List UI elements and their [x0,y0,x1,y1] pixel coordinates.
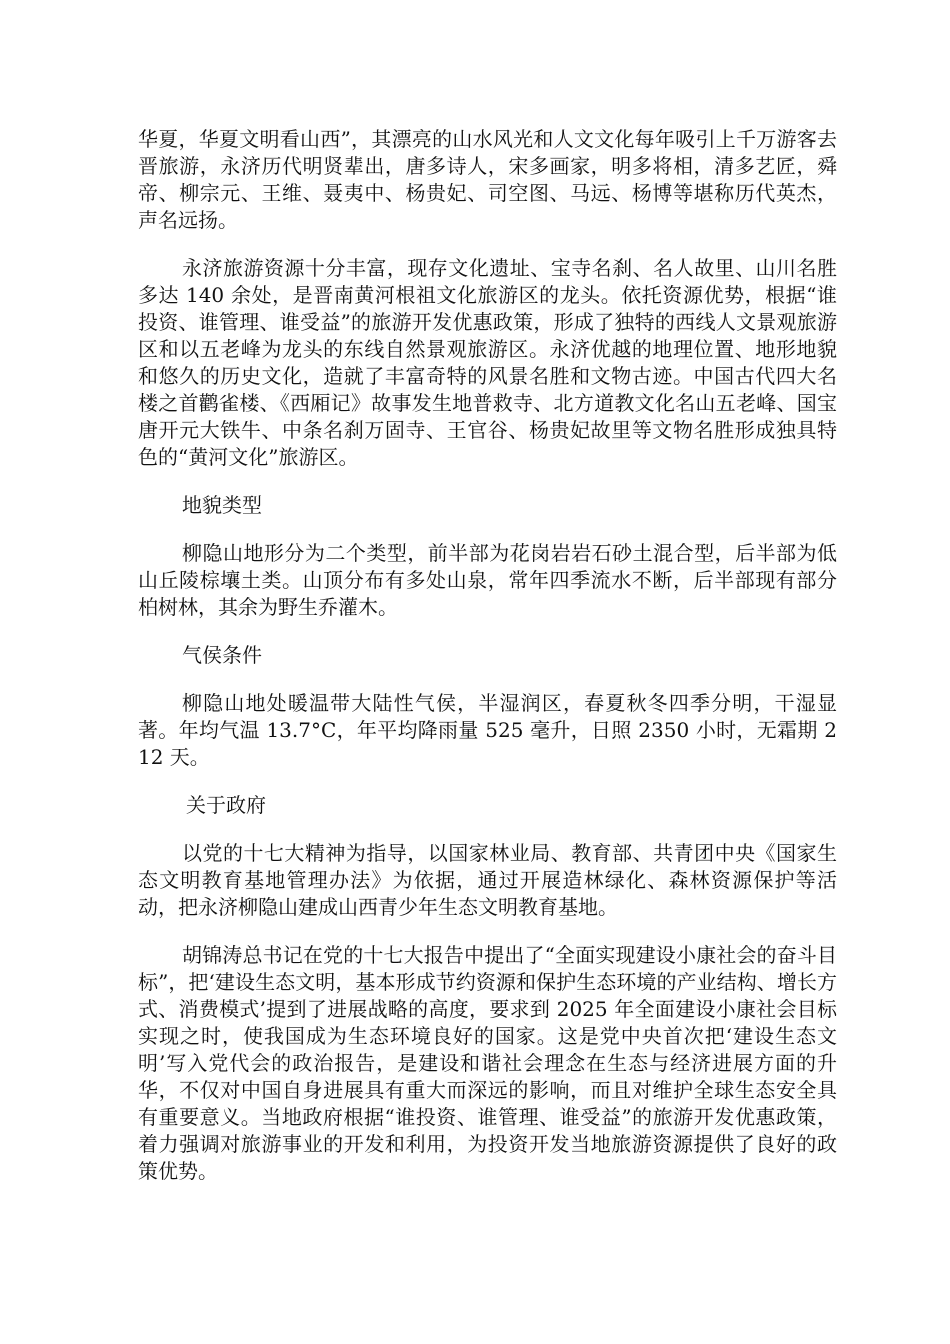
heading-landform: 地貌类型 [182,493,262,517]
paragraph-government-base: 以党的十七大精神为指导，以国家林业局、教育部、共青团中央《国家生态文明教育基地管理办法》为依据，通过开展造林绿化、森林资源保护等活动，把永济柳隐山建成山西青少年生态文明教育基地。 [138,841,837,919]
document-body [138,126,837,1206]
paragraph-landform: 柳隐山地形分为二个类型，前半部为花岗岩岩石砂土混合型，后半部为低山丘陵棕壤土类。山顶分布有多处山泉，常年四季流水不断，后半部现有部分柏树林，其余为野生乔灌木。 [138,541,837,619]
paragraph-climate: 柳隐山地处暖温带大陆性气侯，半湿润区，春夏秋冬四季分明，干湿显著。年均气温 13.7°C，年平均降雨量 525 毫升，日照 2350 小时，无霜期 212 天。 [138,691,837,769]
paragraph-heritage: 华夏，华夏文明看山西”，其漂亮的山水风光和人文文化每年吸引上千万游客去晋旅游，永济历代明贤辈出，唐多诗人，宋多画家，明多将相，清多艺匠，舜帝、柳宗元、王维、聂夷中、杨贵妃、司空图、马远、杨博等堪称历代英杰，声名远扬。 [138,127,837,232]
heading-government: 关于政府 [186,793,266,817]
paragraph-ecological-civilization: 胡锦涛总书记在党的十七大报告中提出了“全面实现建设小康社会的奋斗目标”，把‘建设生态文明，基本形成节约资源和保护生态环境的产业结构、增长方式、消费模式’提到了进展战略的高度，要求到 2025 年全面建设小康社会目标实现之时，使我国成为生态环境良好的国家。这是党中央首次把‘建设生态文明’写入党代会的政治报告，是建设和谐社会理念在生态与经济进展方面的升华，不仅对中国自身进展具有重大而深远的影响，而且对维护全球生态安全具有重要意义。当地政府根据“谁投资、谁管理、谁受益”的旅游开发优惠政策，着力强调对旅游事业的开发和利用，为投资开发当地旅游资源提供了良好的政策优势。 [138,943,837,1183]
paragraph-tourism-resources: 永济旅游资源十分丰富，现存文化遗址、宝寺名刹、名人故里、山川名胜多达 140 余处，是晋南黄河根祖文化旅游区的龙头。依托资源优势，根据“谁投资、谁管理、谁受益”的旅游开发优惠政策，形成了独特的西线人文景观旅游区和以五老峰为龙头的东线自然景观旅游区。永济优越的地理位置、地形地貌和悠久的历史文化，造就了丰富奇特的风景名胜和文物古迹。中国古代四大名楼之首鹳雀楼、《西厢记》故事发生地普救寺、北方道教文化名山五老峰、国宝唐开元大铁牛、中条名刹万固寺、王官谷、杨贵妃故里等文物名胜形成独具特色的“黄河文化”旅游区。 [138,256,837,469]
heading-climate: 气侯条件 [182,643,262,667]
